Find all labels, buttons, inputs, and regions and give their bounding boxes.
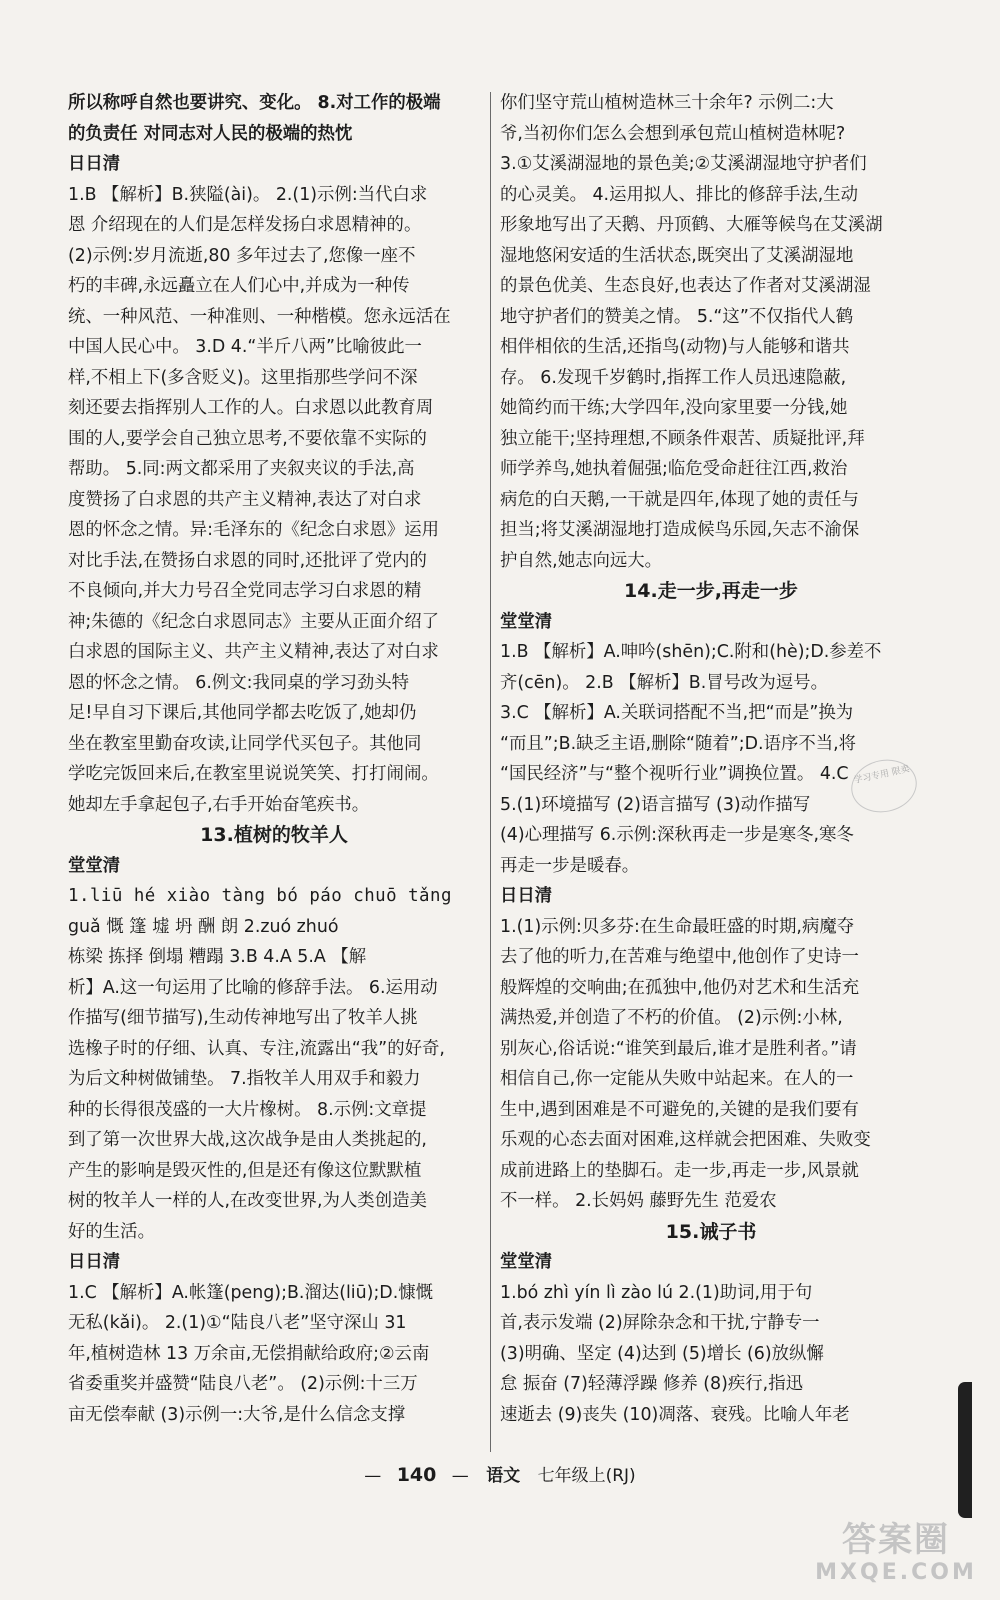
right-column-text-line: 存。 6.发现千岁鹤时,指挥工作人员迅速隐蔽, bbox=[500, 367, 847, 388]
right-column-text-line: 生中,遇到困难是不可避免的,关键的是我们要有 bbox=[500, 1099, 859, 1120]
left-column-text-line: 日日清 bbox=[68, 1252, 121, 1272]
right-column-text-line: 速逝去 (9)丧失 (10)凋落、衰残。比喻人年老 bbox=[500, 1404, 850, 1425]
left-column-text-line: 省委重奖并盛赞“陆良八老”。 (2)示例:十三万 bbox=[68, 1374, 418, 1394]
right-column-text-line: 独立能干;坚持理想,不顾条件艰苦、质疑批评,拜 bbox=[500, 428, 865, 449]
left-column-text-line: 围的人,要学会自己独立思考,不要依靠不实际的 bbox=[68, 428, 427, 449]
left-column-text-line: 析】A.这一句运用了比喻的修辞手法。 6.运用动 bbox=[68, 977, 438, 998]
left-column-text-line: 树的牧羊人一样的人,在改变世界,为人类创造美 bbox=[68, 1191, 427, 1211]
right-column-text-line: 不一样。 2.长妈妈 藤野先生 范爱农 bbox=[500, 1191, 777, 1211]
right-column-text-line: 1.(1)示例:贝多芬:在生命最旺盛的时期,病魔夺 bbox=[500, 916, 855, 937]
left-column-text-line: 白求恩的国际主义、共产主义精神,表达了对白求 bbox=[68, 642, 439, 662]
left-column-text-line: 足!早自习下课后,其他同学都去吃饭了,她却仍 bbox=[68, 703, 417, 723]
right-column-text-line: 1.B 【解析】A.呻吟(shēn);C.附和(hè);D.参差不 bbox=[500, 642, 882, 662]
right-column-text-line: 去了他的听力,在苦难与绝望中,他创作了史诗一 bbox=[500, 947, 859, 967]
left-column-text-line: 种的长得很茂盛的一大片橡树。 8.示例:文章提 bbox=[68, 1099, 427, 1120]
watermark-domain: MXQE.COM bbox=[815, 1560, 977, 1585]
right-column-text-line: 般辉煌的交响曲;在孤独中,他仍对艺术和生活充 bbox=[500, 977, 860, 998]
right-column-text-line: 爷,当初你们怎么会想到承包荒山植树造林呢? bbox=[500, 123, 846, 144]
left-column-text-line: 不良倾向,并大力号召全党同志学习白求恩的精 bbox=[68, 581, 422, 601]
left-column-text-line: 1.B 【解析】B.狭隘(ài)。 2.(1)示例:当代白求 bbox=[68, 184, 428, 205]
column-divider bbox=[490, 92, 491, 1452]
footer-grade: 七年级上(RJ) bbox=[537, 1466, 636, 1486]
right-column-text-line: 3.①艾溪湖湿地的景色美;②艾溪湖湿地守护者们 bbox=[500, 154, 867, 174]
right-column-text-line: 师学养鸟,她执着倔强;临危受命赶往江西,救治 bbox=[500, 459, 848, 479]
left-column-text-line: 神;朱德的《纪念白求恩同志》主要从正面介绍了 bbox=[68, 611, 440, 632]
right-column-text-line: 湿地悠闲安适的生活状态,既突出了艾溪湖湿地 bbox=[500, 245, 854, 266]
left-column-text-line: 好的生活。 bbox=[68, 1221, 155, 1242]
right-column-text-line: (3)明确、坚定 (4)达到 (5)增长 (6)放纵懈 bbox=[500, 1343, 824, 1364]
circular-stamp: 学习专用 限卖 bbox=[846, 754, 921, 819]
right-column-text-line: “国民经济”与“整个视听行业”调换位置。 4.C bbox=[500, 764, 849, 784]
left-column-text-line: 为后文种树做铺垫。 7.指牧羊人用双手和毅力 bbox=[68, 1069, 421, 1089]
left-column-text-line: 的负责任 对同志对人民的极端的热忱 bbox=[68, 123, 353, 144]
left-column-text-line: 年,植树造林 13 万余亩,无偿捐献给政府;②云南 bbox=[68, 1343, 430, 1364]
left-column-text-line: 1.liū hé xiào tàng bó páo chuō tǎng bbox=[68, 886, 452, 906]
footer-dash-left: — bbox=[364, 1466, 382, 1486]
right-column-text-line: 满热爱,并创造了不朽的价值。 (2)示例:小林, bbox=[500, 1008, 843, 1028]
left-column-text-line: guǎ 慨 篷 墟 坍 酬 朗 2.zuó zhuó bbox=[68, 916, 339, 937]
right-column-text-line: 的景色优美、生态良好,也表达了作者对艾溪湖湿 bbox=[500, 276, 871, 296]
right-column-text-line: 14.走一步,再走一步 bbox=[624, 580, 798, 602]
left-column-text-line: 样,不相上下(多含贬义)。这里指那些学问不深 bbox=[68, 367, 418, 388]
left-column-text-line: 日日清 bbox=[68, 154, 121, 174]
left-column-text-line: 无私(kǎi)。 2.(1)①“陆良八老”坚守深山 31 bbox=[68, 1313, 407, 1333]
margin-bar bbox=[958, 1382, 972, 1518]
left-column-text-line: 坐在教室里勤奋攻读,让同学代买包子。其他同 bbox=[68, 733, 422, 754]
left-column-text-line: 统、一种风范、一种准则、一种楷模。您永远活在 bbox=[68, 306, 451, 327]
right-column-text-line: 别灰心,俗话说:“谁笑到最后,谁才是胜利者。”请 bbox=[500, 1038, 857, 1059]
left-column-text-line: 她却左手拿起包子,右手开始奋笔疾书。 bbox=[68, 794, 370, 815]
right-column-text-line: 日日清 bbox=[500, 886, 553, 906]
left-column-text-line: 帮助。 5.同:两文都采用了夹叙夹议的手法,高 bbox=[68, 459, 415, 479]
left-column-text-line: 所以称呼自然也要讲究、变化。 8.对工作的极端 bbox=[68, 93, 441, 113]
right-column-text-line: 首,表示发端 (2)屏除杂念和干扰,宁静专一 bbox=[500, 1313, 820, 1333]
right-column-text-line: “而且”;B.缺乏主语,删除“随着”;D.语序不当,将 bbox=[500, 733, 857, 754]
right-column-text-line: 成前进路上的垫脚石。走一步,再走一步,风景就 bbox=[500, 1160, 859, 1181]
right-column-text-line: 15.诫子书 bbox=[665, 1220, 757, 1243]
left-column-text-line: 恩的怀念之情。异:毛泽东的《纪念白求恩》运用 bbox=[68, 520, 440, 540]
right-column-text-line: 担当;将艾溪湖湿地打造成候鸟乐园,矢志不渝保 bbox=[500, 520, 860, 540]
page-footer bbox=[0, 1461, 1000, 1486]
left-column-text-line: 堂堂清 bbox=[68, 855, 121, 876]
left-column-text-line: 学吃完饭回来后,在教室里说说笑笑、打打闹闹。 bbox=[68, 764, 439, 784]
right-column-text-line: 她简约而干练;大学四年,没向家里要一分钱,她 bbox=[500, 398, 848, 418]
left-column-text-line: 13.植树的牧羊人 bbox=[200, 824, 348, 846]
right-column-text-line: 3.C 【解析】A.关联词搭配不当,把“而是”换为 bbox=[500, 703, 854, 723]
left-column-text-line: 1.C 【解析】A.帐篷(peng);B.溜达(liū);D.慷慨 bbox=[68, 1282, 434, 1303]
left-column-text-line: 朽的丰碑,永远矗立在人们心中,并成为一种传 bbox=[68, 276, 410, 296]
left-column bbox=[68, 88, 480, 1430]
left-column-text-line: 对比手法,在赞扬白求恩的同时,还批评了党内的 bbox=[68, 550, 427, 571]
left-column-text-line: 选橡子时的仔细、认真、专注,流露出“我”的好奇, bbox=[68, 1038, 445, 1059]
right-column-text-line: 病危的白天鹅,一干就是四年,体现了她的责任与 bbox=[500, 489, 859, 510]
left-column-text-line: 恩的怀念之情。 6.例文:我同桌的学习劲头特 bbox=[68, 672, 410, 693]
watermark-title: 答案圈 bbox=[842, 1520, 950, 1560]
right-column bbox=[500, 88, 922, 1430]
right-column-text-line: 乐观的心态去面对困难,这样就会把困难、失败变 bbox=[500, 1130, 871, 1150]
left-column-text-line: 产生的影响是毁灭性的,但是还有像这位默默植 bbox=[68, 1160, 422, 1181]
right-column-text-line: 再走一步是暖春。 bbox=[500, 855, 640, 876]
right-column-text-line: 护自然,她志向远大。 bbox=[500, 550, 663, 571]
right-column-text-line: 相伴相依的生活,还指鸟(动物)与人能够和谐共 bbox=[500, 337, 850, 357]
right-column-text-line: 的心灵美。 4.运用拟人、排比的修辞手法,生动 bbox=[500, 184, 859, 205]
left-column-text-line: 亩无偿奉献 (3)示例一:大爷,是什么信念支撑 bbox=[68, 1404, 406, 1425]
right-column-text-line: 你们坚守荒山植树造林三十余年? 示例二:大 bbox=[500, 93, 834, 113]
right-column-text-line: 地守护者们的赞美之情。 5.“这”不仅指代人鹤 bbox=[500, 306, 854, 327]
right-column-text-line: 相信自己,你一定能从失败中站起来。在人的一 bbox=[500, 1069, 854, 1089]
left-column-text-line: 中国人民心中。 3.D 4.“半斤八两”比喻彼此一 bbox=[68, 337, 422, 357]
left-column-text-line: (2)示例:岁月流逝,80 多年过去了,您像一座不 bbox=[68, 245, 416, 266]
right-column-text-line: 5.(1)环境描写 (2)语言描写 (3)动作描写 bbox=[500, 794, 811, 815]
watermark-logo bbox=[806, 1520, 986, 1590]
left-column-text-line: 刻还要去指挥别人工作的人。白求恩以此教育周 bbox=[68, 398, 434, 418]
right-column-text-line: 1.bó zhì yín lì zào lú 2.(1)助词,用于句 bbox=[500, 1282, 813, 1303]
left-column-text-line: 栋梁 拣择 倒塌 糟蹋 3.B 4.A 5.A 【解 bbox=[68, 947, 367, 967]
right-column-text-line: 齐(cēn)。 2.B 【解析】B.冒号改为逗号。 bbox=[500, 672, 828, 693]
right-column-text-line: 形象地写出了天鹅、丹顶鹤、大雁等候鸟在艾溪湖 bbox=[500, 215, 883, 235]
footer-subject: 语文 bbox=[486, 1466, 521, 1486]
footer-dash-right: — bbox=[451, 1466, 469, 1486]
right-column-text-line: (4)心理描写 6.示例:深秋再走一步是寒冬,寒冬 bbox=[500, 825, 854, 845]
right-column-text-line: 堂堂清 bbox=[500, 1252, 553, 1272]
left-column-text-line: 度赞扬了白求恩的共产主义精神,表达了对白求 bbox=[68, 489, 422, 510]
left-column-text-line: 恩 介绍现在的人们是怎样发扬白求恩精神的。 bbox=[68, 215, 422, 235]
left-column-text-line: 到了第一次世界大战,这次战争是由人类挑起的, bbox=[68, 1130, 427, 1150]
page-number: 140 bbox=[396, 1464, 437, 1486]
right-column-text-line: 堂堂清 bbox=[500, 611, 553, 632]
right-column-text-line: 怠 振奋 (7)轻薄浮躁 修养 (8)疾行,指迅 bbox=[500, 1374, 803, 1394]
left-column-text-line: 作描写(细节描写),生动传神地写出了牧羊人挑 bbox=[68, 1008, 418, 1028]
